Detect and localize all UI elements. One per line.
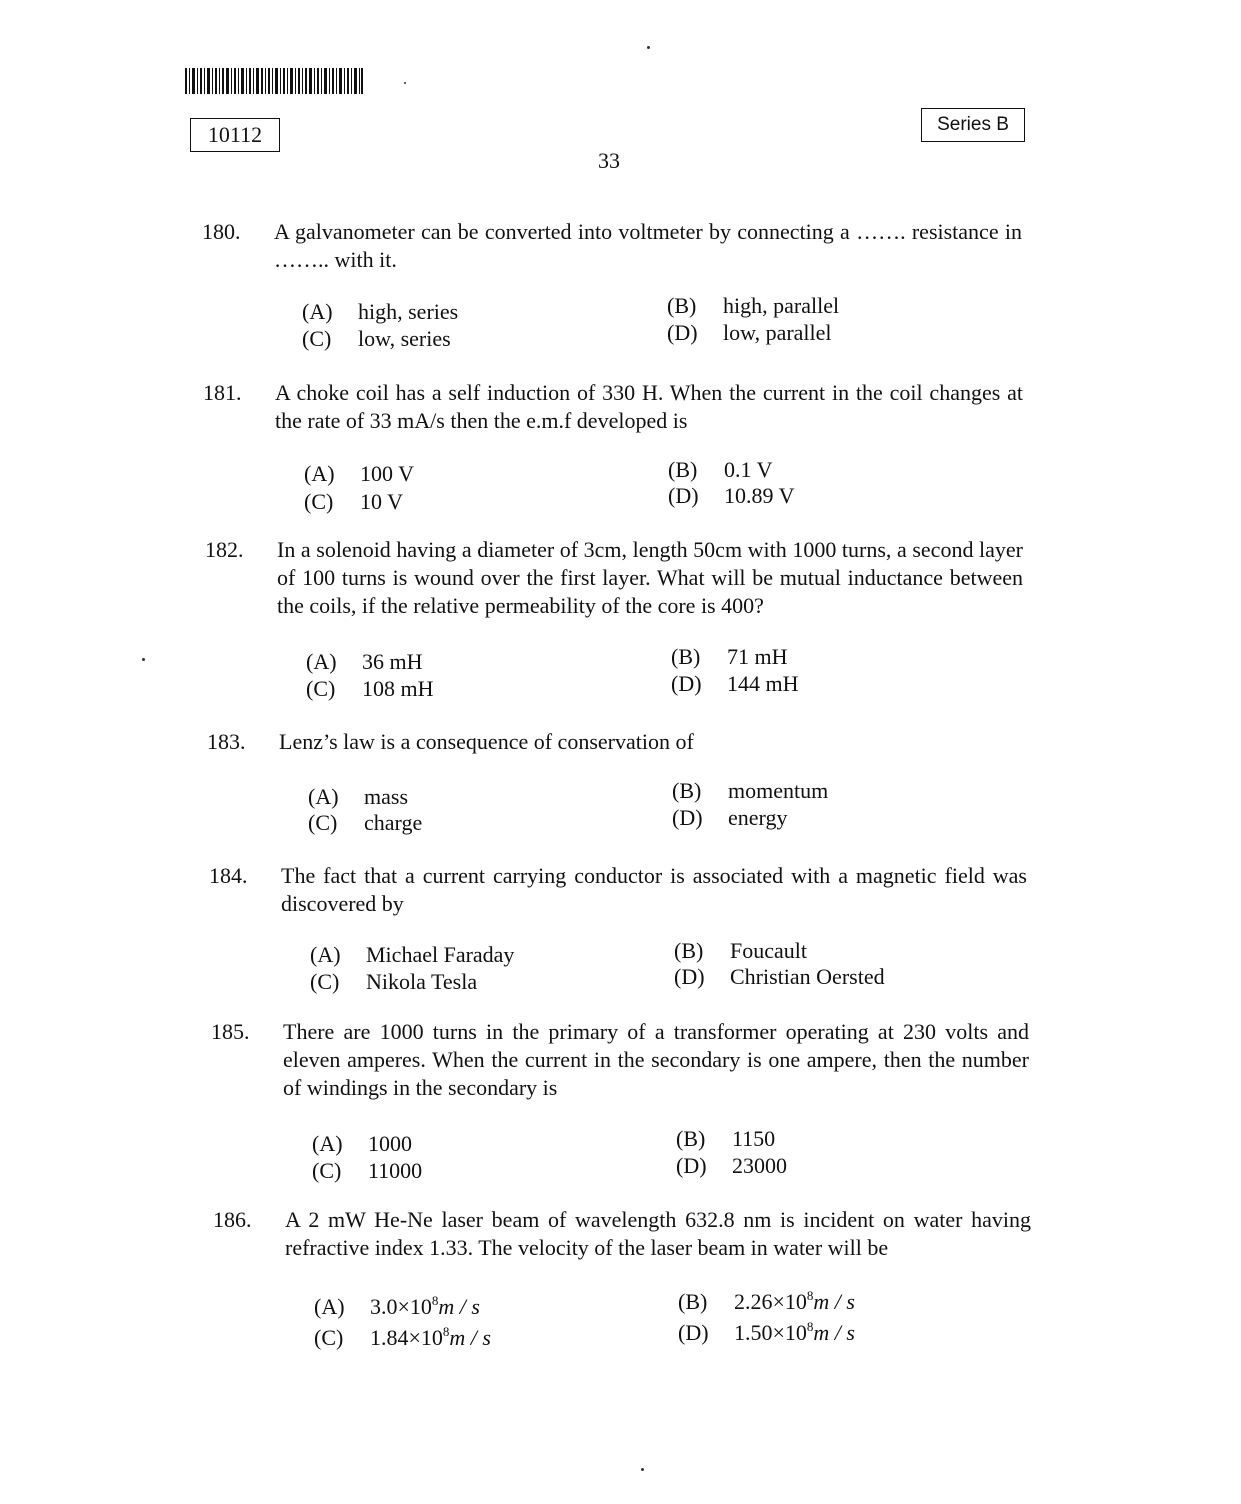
series-box: Series B xyxy=(921,108,1025,142)
option-b xyxy=(674,937,807,964)
option-label: (B) xyxy=(678,1289,708,1314)
option-text: high, parallel xyxy=(723,293,840,318)
option-text: 11000 xyxy=(368,1158,423,1183)
option-d xyxy=(671,670,799,697)
option-unit: m / s xyxy=(438,1294,480,1319)
option-b xyxy=(672,777,828,804)
option-d xyxy=(674,963,885,990)
question-number: 183. xyxy=(207,729,246,754)
page-number: 33 xyxy=(598,148,620,173)
option-a xyxy=(312,1130,412,1157)
option-label: (A) xyxy=(304,461,335,486)
question-number: 180. xyxy=(202,219,241,244)
option-mantissa: 1.50×10 xyxy=(734,1320,807,1345)
option-label: (D) xyxy=(674,964,705,989)
option-label: (D) xyxy=(678,1320,709,1345)
option-text: high, series xyxy=(358,299,459,324)
option-text: charge xyxy=(364,810,423,835)
option-unit: m / s xyxy=(813,1320,855,1345)
option-c xyxy=(306,675,434,702)
option-d xyxy=(678,1319,855,1346)
option-a xyxy=(310,941,514,968)
option-label: (A) xyxy=(306,649,337,674)
scan-speck xyxy=(641,1468,644,1471)
option-text: 23000 xyxy=(732,1153,787,1178)
option-unit: m / s xyxy=(813,1289,855,1314)
option-label: (A) xyxy=(312,1131,343,1156)
option-label: (D) xyxy=(676,1153,707,1178)
option-label: (C) xyxy=(310,969,340,994)
option-label: (A) xyxy=(314,1294,345,1319)
option-value xyxy=(734,1288,855,1315)
option-text: momentum xyxy=(728,778,829,803)
option-mantissa: 1.84×10 xyxy=(370,1325,443,1350)
option-text: Christian Oersted xyxy=(730,964,885,989)
option-c xyxy=(314,1324,491,1351)
option-value xyxy=(370,1293,480,1320)
option-mantissa: 2.26×10 xyxy=(734,1289,807,1314)
option-c xyxy=(312,1157,422,1184)
option-text: 108 mH xyxy=(362,676,434,701)
question-text: There are 1000 turns in the primary of a transformer operating at 230 volts and eleven amperes. When the current in the secondary is one ampere, then the number of windings in the secondary is xyxy=(283,1019,1029,1100)
option-text: energy xyxy=(728,805,788,830)
option-label: (D) xyxy=(672,805,703,830)
option-b xyxy=(668,456,773,483)
option-exponent: 8 xyxy=(431,1293,439,1308)
option-text: Michael Faraday xyxy=(366,942,515,967)
scan-speck xyxy=(142,658,145,661)
option-value xyxy=(734,1319,855,1346)
option-a xyxy=(304,460,414,487)
option-text: 10.89 V xyxy=(724,483,795,508)
option-c xyxy=(302,325,451,352)
option-label: (A) xyxy=(302,299,333,324)
option-label: (D) xyxy=(668,483,699,508)
option-label: (C) xyxy=(306,676,336,701)
question-number: 185. xyxy=(211,1019,250,1044)
option-text: low, series xyxy=(358,326,451,351)
option-label: (B) xyxy=(668,457,698,482)
option-unit: m / s xyxy=(449,1325,491,1350)
option-text: 0.1 V xyxy=(724,457,773,482)
option-text: low, parallel xyxy=(723,320,832,345)
option-label: (B) xyxy=(672,778,702,803)
option-d xyxy=(668,482,795,509)
option-b xyxy=(671,643,788,670)
option-c xyxy=(310,968,477,995)
option-a xyxy=(308,783,408,810)
option-label: (C) xyxy=(304,489,334,514)
option-mantissa: 3.0×10 xyxy=(370,1294,432,1319)
question-text: A 2 mW He-Ne laser beam of wavelength 632.8 nm is incident on water having refractive index 1.33. The velocity of the laser beam in water will be xyxy=(285,1207,1031,1260)
option-a xyxy=(306,648,423,675)
option-value xyxy=(370,1324,491,1351)
question-number: 184. xyxy=(209,863,248,888)
option-exponent: 8 xyxy=(806,1319,814,1334)
option-text: 36 mH xyxy=(362,649,423,674)
option-label: (D) xyxy=(667,320,698,345)
option-d xyxy=(676,1152,787,1179)
scan-speck xyxy=(404,82,406,84)
option-text: Foucault xyxy=(730,938,807,963)
option-c xyxy=(308,809,422,836)
question-text: The fact that a current carrying conductor is associated with a magnetic field was discovered by xyxy=(281,863,1027,916)
question-number: 186. xyxy=(213,1207,252,1232)
option-text: 144 mH xyxy=(727,671,799,696)
option-b xyxy=(676,1125,775,1152)
question-number: 182. xyxy=(205,537,244,562)
option-label: (B) xyxy=(674,938,704,963)
option-exponent: 8 xyxy=(806,1288,814,1303)
option-label: (A) xyxy=(310,942,341,967)
option-text: 1150 xyxy=(732,1126,776,1151)
question-text: A choke coil has a self induction of 330 H. When the current in the coil changes at the rate of 33 mA/s then the e.m.f developed is xyxy=(275,380,1023,433)
option-exponent: 8 xyxy=(442,1324,450,1339)
option-d xyxy=(667,319,832,346)
option-text: 100 V xyxy=(360,461,414,486)
option-b xyxy=(678,1288,855,1315)
option-text: 10 V xyxy=(360,489,403,514)
option-text: mass xyxy=(364,784,408,809)
option-text: Nikola Tesla xyxy=(366,969,478,994)
question-text: Lenz’s law is a consequence of conservation of xyxy=(279,729,694,754)
question-text: In a solenoid having a diameter of 3cm, length 50cm with 1000 turns, a second layer of 100 turns is wound over the first layer. What will be mutual inductance between the coils, if the relative permeability of the core is 400? xyxy=(277,537,1023,618)
option-b xyxy=(667,292,839,319)
option-c xyxy=(304,488,403,515)
option-label: (C) xyxy=(312,1158,342,1183)
question-text: A galvanometer can be converted into voltmeter by connecting a ……. resistance in …….. with it. xyxy=(274,219,1022,272)
option-text: 1000 xyxy=(368,1131,412,1156)
option-label: (C) xyxy=(314,1325,344,1350)
paper-code-box: 10112 xyxy=(190,118,280,152)
option-label: (A) xyxy=(308,784,339,809)
option-label: (B) xyxy=(676,1126,706,1151)
scan-speck xyxy=(647,46,650,49)
option-a xyxy=(314,1293,480,1320)
barcode-image xyxy=(185,68,363,94)
option-label: (B) xyxy=(667,293,697,318)
question-number: 181. xyxy=(203,380,242,405)
option-label: (B) xyxy=(671,644,701,669)
option-label: (D) xyxy=(671,671,702,696)
option-a xyxy=(302,298,458,325)
option-d xyxy=(672,804,787,831)
option-label: (C) xyxy=(308,810,338,835)
option-label: (C) xyxy=(302,326,332,351)
option-text: 71 mH xyxy=(727,644,788,669)
